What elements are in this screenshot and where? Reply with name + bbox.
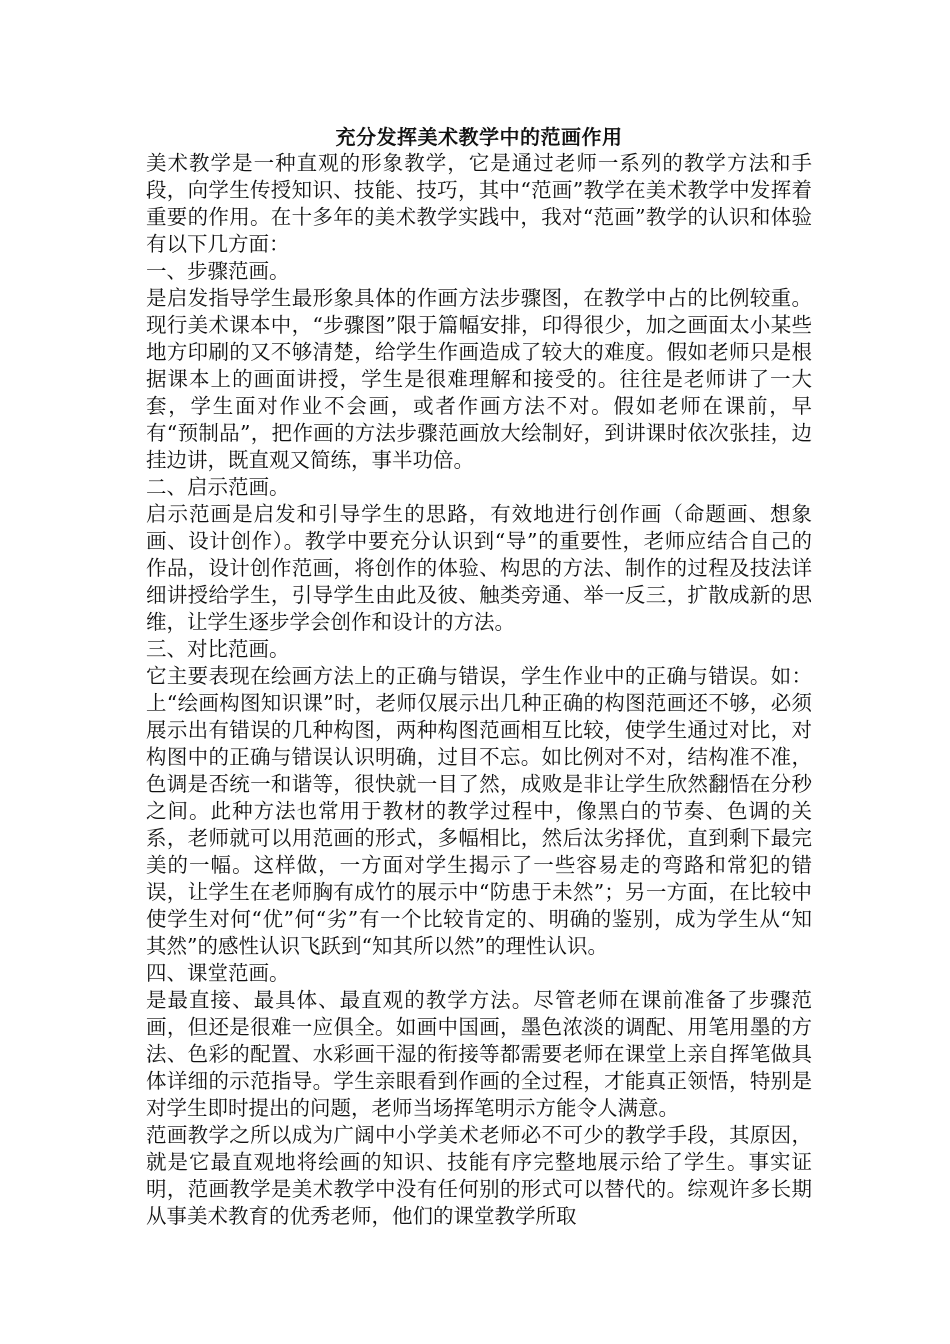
document-page [146, 124, 812, 1230]
section-4-heading: 四、课堂范画。 [146, 961, 290, 985]
section-2-body: 启示范画是启发和引导学生的思路，有效地进行创作画（命题画、想象画、设计创作）。教学中要充分认识到“导”的重要性，老师应结合自己的作品，设计创作范画，将创作的体验、构思的方法、制作的过程及技法详细讲授给学生，引导学生由此及彼、触类旁通、举一反三，扩散成新的思维，让学生逐步学会创作和设计的方法。 [146, 502, 812, 634]
intro-paragraph: 美术教学是一种直观的形象教学，它是通过老师一系列的教学方法和手段，向学生传授知识、技能、技巧，其中“范画”教学在美术教学中发挥着重要的作用。在十多年的美术教学实践中，我对“范画”教学的认识和体验有以下几方面： [146, 151, 812, 256]
section-4-body: 是最直接、最具体、最直观的教学方法。尽管老师在课前准备了步骤范画，但还是很难一应俱全。如画中国画，墨色浓淡的调配、用笔用墨的方法、色彩的配置、水彩画干湿的衔接等都需要老师在课堂上亲自挥笔做具体详细的示范指导。学生亲眼看到作画的全过程，才能真正领悟，特别是对学生即时提出的问题，老师当场挥笔明示方能令人满意。 [146, 988, 812, 1120]
section-3-body: 它主要表现在绘画方法上的正确与错误，学生作业中的正确与错误。如：上“绘画构图知识课”时，老师仅展示出几种正确的构图范画还不够，必须展示出有错误的几种构图，两种构图范画相互比较，使学生通过对比，对构图中的正确与错误认识明确，过目不忘。如比例对不对，结构准不准，色调是否统一和谐等，很快就一目了然，成败是非让学生欣然翻悟在分秒之间。此种方法也常用于教材的教学过程中，像黑白的节奏、色调的关系，老师就可以用范画的形式，多幅相比，然后汰劣择优，直到剩下最完美的一幅。这样做，一方面对学生揭示了一些容易走的弯路和常犯的错误，让学生在老师胸有成竹的展示中“防患于未然”；另一方面，在比较中使学生对何“优”何“劣”有一个比较肯定的、明确的鉴别，成为学生从“知其然”的感性认识飞跃到“知其所以然”的理性认识。 [146, 664, 812, 958]
conclusion-paragraph: 范画教学之所以成为广阔中小学美术老师必不可少的教学手段，其原因，就是它最直观地将绘画的知识、技能有序完整地展示给了学生。事实证明，范画教学是美术教学中没有任何别的形式可以替代的。综观许多长期从事美术教育的优秀老师，他们的课堂教学所取 [146, 1123, 812, 1228]
document-title: 充分发挥美术教学中的范画作用 [335, 125, 623, 149]
section-2-heading: 二、启示范画。 [146, 475, 290, 499]
section-3-heading: 三、对比范画。 [146, 637, 290, 661]
section-1-heading: 一、步骤范画。 [146, 259, 290, 283]
section-1-body: 是启发指导学生最形象具体的作画方法步骤图，在教学中占的比例较重。现行美术课本中，“步骤图”限于篇幅安排，印得很少，加之画面太小某些地方印刷的又不够清楚，给学生作画造成了较大的难度。假如老师只是根据课本上的画面讲授，学生是很难理解和接受的。往往是老师讲了一大套，学生面对作业不会画，或者作画方法不对。假如老师在课前，早有“预制品”，把作画的方法步骤范画放大绘制好，到讲课时依次张挂，边挂边讲，既直观又简练，事半功倍。 [146, 286, 812, 472]
